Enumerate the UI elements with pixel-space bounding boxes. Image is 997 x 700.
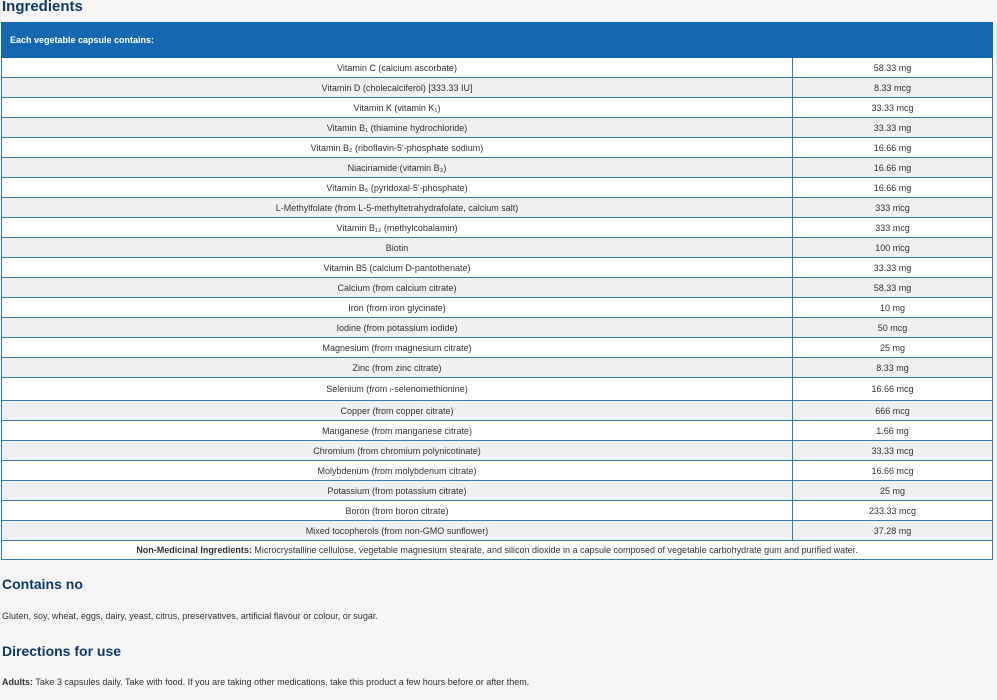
ingredient-name: Iron (from iron glycinate): [2, 298, 793, 318]
ingredient-name: Vitamin K (vitamin K₁): [2, 98, 793, 118]
ingredient-amount: 1.66 mg: [793, 421, 993, 441]
ingredient-name: Chromium (from chromium polynicotinate): [2, 441, 793, 461]
ingredient-name: Selenium (from ₗ-selenomethionine): [2, 378, 793, 401]
ingredient-amount: 33.33 mcg: [793, 441, 993, 461]
ingredient-amount: 33.33 mcg: [793, 98, 993, 118]
ingredient-amount: 50 mcg: [793, 318, 993, 338]
table-row: [2, 258, 993, 278]
ingredient-amount: 16.66 mg: [793, 138, 993, 158]
ingredient-name: Copper (from copper citrate): [2, 401, 793, 421]
table-row: [2, 98, 993, 118]
ingredient-amount: 333 mcg: [793, 198, 993, 218]
table-row: [2, 481, 993, 501]
table-header: Each vegetable capsule contains:: [2, 23, 993, 58]
table-row: [2, 238, 993, 258]
ingredient-amount: 25 mg: [793, 338, 993, 358]
ingredient-name: L-Methylfolate (from L-5-methyltetrahydrafolate, calcium salt): [2, 198, 793, 218]
ingredient-amount: 16.66 mcg: [793, 461, 993, 481]
table-row: [2, 441, 993, 461]
table-row: [2, 461, 993, 481]
non-medicinal-text: Microcrystalline cellulose, vegetable magnesium stearate, and silicon dioxide in a capsule composed of vegetable carbohydrate gum and purified water.: [251, 545, 858, 555]
ingredient-amount: 666 mcg: [793, 401, 993, 421]
contains-no-text: Gluten, soy, wheat, eggs, dairy, yeast, citrus, preservatives, artificial flavour or colour, or sugar.: [2, 611, 378, 621]
table-row: [2, 338, 993, 358]
table-row: [2, 521, 993, 541]
contains-no-heading: Contains no: [2, 576, 83, 592]
ingredient-name: Manganese (from manganese citrate): [2, 421, 793, 441]
table-row: [2, 218, 993, 238]
ingredient-name: Mixed tocopherols (from non-GMO sunflower): [2, 521, 793, 541]
ingredient-amount: 10 mg: [793, 298, 993, 318]
non-medicinal-label: Non-Medicinal Ingredients:: [136, 545, 252, 555]
ingredient-amount: 8.33 mcg: [793, 78, 993, 98]
table-row: [2, 298, 993, 318]
ingredient-name: Vitamin B₁ (thiamine hydrochloride): [2, 118, 793, 138]
ingredient-name: Molybdenum (from molybdenum citrate): [2, 461, 793, 481]
table-row: [2, 501, 993, 521]
ingredient-name: Vitamin D (cholecalciferol) [333.33 IU]: [2, 78, 793, 98]
table-row: [2, 138, 993, 158]
ingredient-amount: 33.33 mg: [793, 118, 993, 138]
ingredient-amount: 333 mcg: [793, 218, 993, 238]
table-row: [2, 358, 993, 378]
ingredient-name: Vitamin C (calcium ascorbate): [2, 58, 793, 78]
table-row: [2, 421, 993, 441]
table-row: [2, 158, 993, 178]
ingredient-amount: 37.28 mg: [793, 521, 993, 541]
ingredients-table: [1, 22, 993, 560]
ingredient-name: Potassium (from potassium citrate): [2, 481, 793, 501]
ingredients-heading: Ingredients: [2, 0, 83, 15]
ingredient-name: Boron (from boron citrate): [2, 501, 793, 521]
ingredient-amount: 100 mcg: [793, 238, 993, 258]
directions-label: Adults:: [2, 677, 33, 687]
ingredient-amount: 58.33 mg: [793, 58, 993, 78]
table-row: [2, 58, 993, 78]
ingredient-amount: 58.33 mg: [793, 278, 993, 298]
directions-body: Take 3 capsules daily. Take with food. If you are taking other medications, take this product a few hours before or after them.: [33, 677, 530, 687]
ingredient-amount: 16.66 mcg: [793, 378, 993, 401]
table-row: [2, 278, 993, 298]
ingredient-name: Iodine (from potassium iodide): [2, 318, 793, 338]
ingredient-name: Vitamin B₂ (riboflavin-5'-phosphate sodium): [2, 138, 793, 158]
ingredient-name: Magnesium (from magnesium citrate): [2, 338, 793, 358]
ingredient-amount: 16.66 mg: [793, 178, 993, 198]
ingredient-name: Vitamin B5 (calcium D-pantothenate): [2, 258, 793, 278]
table-row: [2, 378, 993, 401]
table-row: [2, 78, 993, 98]
table-body: [2, 58, 993, 541]
ingredient-amount: 8.33 mg: [793, 358, 993, 378]
table-row: [2, 178, 993, 198]
ingredient-amount: 16.66 mg: [793, 158, 993, 178]
table-row: [2, 118, 993, 138]
ingredient-amount: 25 mg: [793, 481, 993, 501]
directions-heading: Directions for use: [2, 643, 122, 659]
ingredient-name: Niacinamide (vitamin B₃): [2, 158, 793, 178]
ingredient-amount: 233.33 mcg: [793, 501, 993, 521]
ingredient-name: Zinc (from zinc citrate): [2, 358, 793, 378]
ingredient-amount: 33.33 mg: [793, 258, 993, 278]
directions-text: [2, 677, 529, 687]
ingredient-name: Vitamin B₆ (pyridoxal-5'-phosphate): [2, 178, 793, 198]
non-medicinal-ingredients: [2, 541, 993, 560]
ingredient-name: Calcium (from calcium citrate): [2, 278, 793, 298]
table-row: [2, 401, 993, 421]
ingredient-name: Biotin: [2, 238, 793, 258]
table-row: [2, 318, 993, 338]
table-row: [2, 198, 993, 218]
ingredient-name: Vitamin B₁₂ (methylcobalamin): [2, 218, 793, 238]
